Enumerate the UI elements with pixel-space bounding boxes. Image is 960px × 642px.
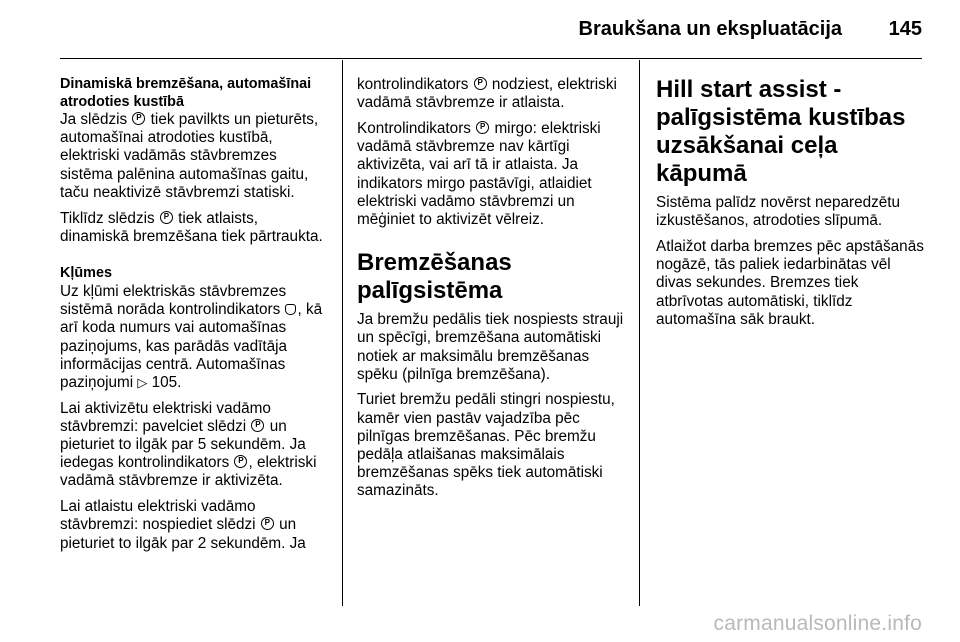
parking-brake-icon — [261, 517, 274, 530]
column-divider-2 — [639, 60, 640, 606]
parking-brake-icon — [474, 77, 487, 90]
parking-brake-icon — [476, 121, 489, 134]
header-rule — [60, 58, 922, 59]
paragraph: Lai aktivizētu elektriski vadāmo stāvbremzi: pavelciet slēdzi P un pieturiet to ilgāk par 5 sekundēm. Ja iedegas kontrolindikators P , elektriski vadāmā stāvbremze ir aktivizēta. — [60, 400, 328, 491]
watermark: carmanualsonline.info — [713, 612, 922, 635]
paragraph: Uz kļūmi elektriskās stāvbremzes sistēmā norāda kontrolindikators , kā arī koda numurs vai automašīnas paziņojums, kas parādās vadītāja informācijas centrā. Automašīnas paziņojumi ▷ 105. — [60, 282, 323, 391]
parking-brake-icon — [251, 419, 264, 432]
paragraph: Tiklīdz slēdzis P tiek atlaists, dinamiskā bremzēšana tiek pārtraukta. — [60, 210, 328, 246]
page-header — [60, 14, 922, 50]
page-reference: 105. — [151, 373, 182, 391]
section-heading-brake-assist: Bremzēšanas palīgsistēma — [357, 249, 512, 305]
arrow-right-icon: ▷ — [137, 374, 148, 390]
paragraph: Lai atlaistu elektriski vadāmo stāvbremzi: nospiediet slēdzi P un pieturiet to ilgāk par 2 sekundēm. Ja — [60, 498, 328, 553]
column-3 — [656, 76, 924, 336]
column-2 — [357, 76, 625, 508]
brake-fault-icon — [285, 304, 296, 315]
paragraph: Atlaižot darba bremzes pēc apstāšanās nogāzē, tās paliek iedarbinātas vēl divas sekundes. Bremzes tiek atbrīvotas automātiski, tiklīdz automašīna sāk braukt. — [656, 237, 924, 328]
parking-brake-icon — [234, 455, 247, 468]
header-title: Braukšana un ekspluatācija — [578, 18, 842, 40]
paragraph: Ja slēdzis P tiek pavilkts un pieturēts, automašīnai atrodoties kustībā, elektriski vadāmās stāvbremzes sistēma palēnina automašīnas gaitu, taču neaktivizē stāvbremzi statiski. — [60, 111, 328, 202]
section-heading-faults: Kļūmes — [60, 265, 112, 282]
paragraph: Turiet bremžu pedāli stingri nospiestu, kamēr vien pastāv vajadzība pēc pilnīgas bremzēšanas. Pēc bremžu pedāļa atlaišanas maksimālais bremzēšanas spēks tiek automātiski samazināts. — [357, 391, 615, 500]
column-1 — [60, 76, 328, 560]
parking-brake-icon — [160, 211, 173, 224]
paragraph: Sistēma palīdz novērst neparedzētu izkustēšanos, atrodoties slīpumā. — [656, 194, 901, 230]
section-heading-dynamic-braking: Dinamiskā bremzēšana, automašīnai atrodoties kustībā — [60, 76, 312, 110]
section-heading-hill-start-assist: Hill start assist - palīgsistēma kustības uzsākšanai ceļa kāpumā — [656, 76, 906, 187]
page-number: 145 — [888, 18, 922, 40]
column-divider-1 — [342, 60, 343, 606]
paragraph: kontrolindikators P nodziest, elektriski vadāmā stāvbremze ir atlaista. — [357, 76, 625, 112]
parking-brake-icon — [132, 112, 145, 125]
paragraph: Ja bremžu pedālis tiek nospiests strauji un spēcīgi, bremzēšana automātiski notiek ar maksimālu bremzēšanas spēku (pilnīga bremzēšana). — [357, 311, 624, 383]
paragraph: Kontrolindikators P mirgo: elektriski vadāmā stāvbremze nav kārtīgi aktivizēta, vai arī tā ir atlaista. Ja indikators mirgo pastāvīgi, atlaidiet elektriski vadāmo stāvbremzi un mēģiniet to aktivizēt vēlreiz. — [357, 120, 625, 229]
